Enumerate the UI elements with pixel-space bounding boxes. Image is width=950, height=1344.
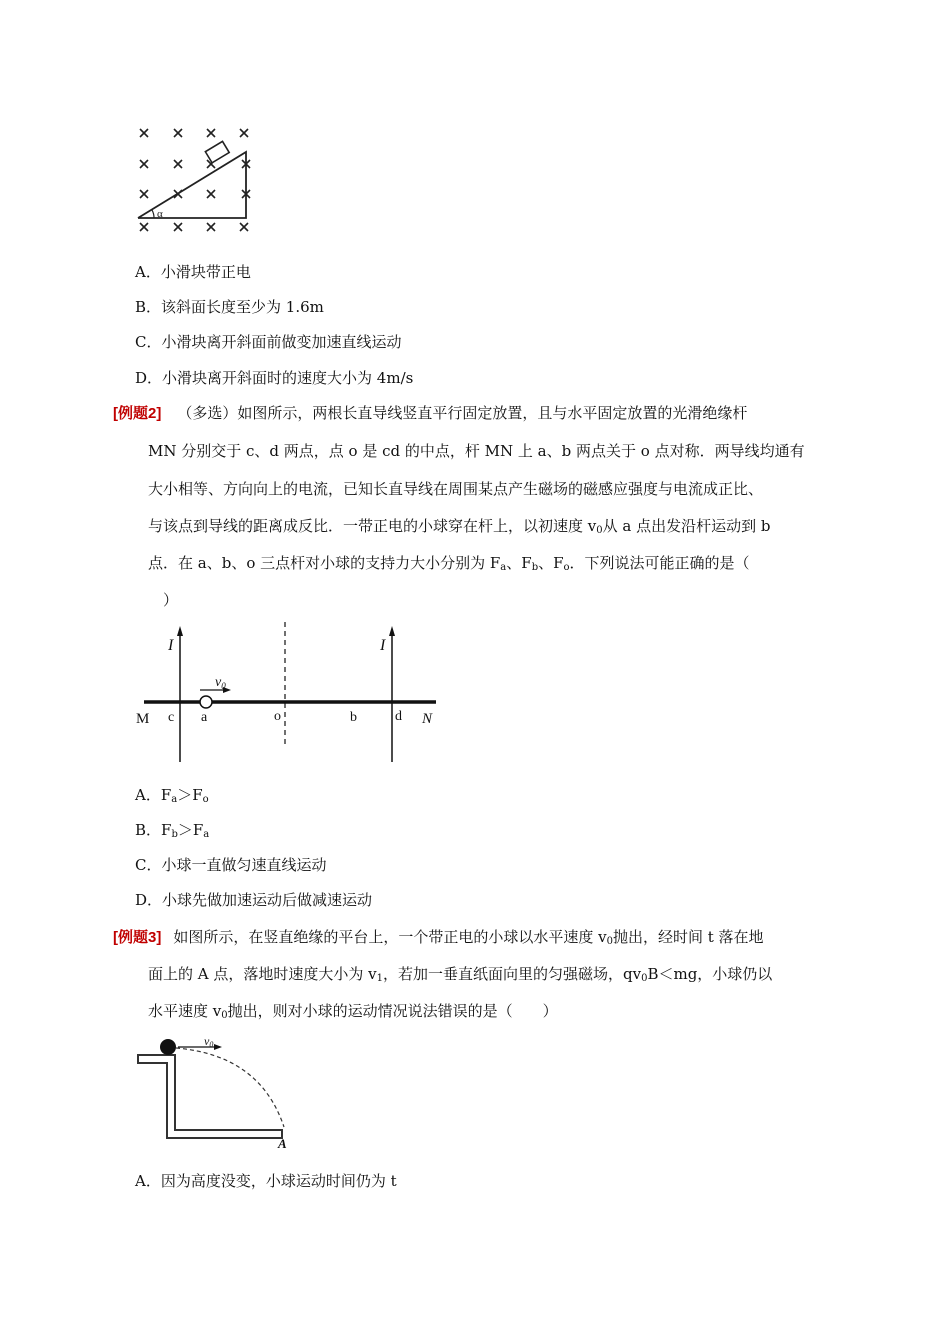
- angle-label: α: [157, 208, 163, 220]
- subscript: b: [171, 829, 178, 840]
- wires-rod-figure: [130, 622, 445, 767]
- question-text: 从 a 点出发沿杆运动到 b: [602, 517, 771, 535]
- example2-line6: [163, 590, 178, 610]
- cross-mark: [140, 190, 148, 198]
- subscript: a: [500, 562, 507, 573]
- cross-mark: [174, 129, 182, 137]
- velocity-label: $v_0$: [215, 675, 226, 691]
- charged-ball: [200, 696, 212, 708]
- platform-projectile-figure: [130, 1035, 295, 1150]
- subscript: o: [202, 794, 209, 805]
- question-text: 、F: [506, 554, 532, 572]
- subscript: 0: [606, 936, 613, 947]
- question-text: （多选）如图所示，两根长直导线竖直平行固定放置，且与水平固定放置的光滑绝缘杆: [177, 404, 748, 422]
- point-label-c: c: [168, 710, 175, 725]
- incline-field-figure: [130, 122, 260, 237]
- example2-line5: [148, 553, 750, 573]
- example3-line1: [113, 927, 764, 948]
- ball: [160, 1039, 176, 1055]
- point-label-o: o: [274, 709, 281, 724]
- point-label-a: a: [201, 710, 208, 725]
- cross-mark: [174, 223, 182, 231]
- point-label-n: N: [422, 711, 433, 727]
- option-text: 该斜面长度至少为 1.6m: [161, 298, 324, 316]
- example3-line3: [148, 1001, 558, 1021]
- question-text: 水平速度 v: [148, 1002, 222, 1020]
- example3-line2: [148, 964, 772, 984]
- arrow-up-icon: [389, 626, 395, 636]
- subscript: 0: [221, 1010, 228, 1021]
- option-text: ＞: [177, 786, 193, 804]
- question-text: B＜mg，小球仍以: [647, 965, 773, 983]
- subscript: 1: [376, 973, 383, 984]
- cross-mark: [174, 160, 182, 168]
- option-a: [135, 262, 251, 282]
- cross-mark: [240, 129, 248, 137]
- question-text: MN 分别交于 c、d 两点，点 o 是 cd 的中点，杆 MN 上 a、b 两点关于 o 点对称．两导线均通有: [148, 442, 805, 460]
- subscript: o: [563, 562, 570, 573]
- option-letter: C．: [135, 856, 162, 874]
- option-text: 小滑块带正电: [160, 263, 251, 281]
- platform: [138, 1055, 282, 1138]
- subscript: b: [531, 562, 539, 573]
- option-d: [135, 368, 413, 388]
- point-label-d: d: [395, 709, 402, 724]
- option-text: 小滑块离开斜面时的速度大小为 4m/s: [162, 369, 414, 387]
- subscript: a: [171, 794, 178, 805]
- example2-tag: [例题2]: [113, 405, 162, 422]
- option-b: [135, 297, 324, 317]
- cross-mark: [207, 223, 215, 231]
- trajectory-dashed: [176, 1048, 284, 1127]
- point-label-a: A: [278, 1136, 287, 1150]
- question-text: ）: [163, 591, 179, 609]
- example2-line1: [113, 403, 747, 424]
- slider-block: [205, 141, 229, 162]
- question-text: 、F: [538, 554, 564, 572]
- example2-line4: [148, 516, 770, 536]
- option-text: ＞: [177, 821, 193, 839]
- point-label-m: M: [136, 711, 150, 727]
- arrow-up-icon: [177, 626, 183, 636]
- question-text: 点．在 a、b、o 三点杆对小球的支持力大小分别为 F: [148, 554, 501, 572]
- question-text: 抛出，经时间 t 落在地: [612, 928, 764, 946]
- question-text: ．下列说法可能正确的是（: [569, 554, 750, 572]
- option-c: [135, 855, 327, 875]
- velocity-label: v0: [204, 1035, 214, 1049]
- subscript: 0: [596, 525, 603, 536]
- option-letter: A．: [135, 786, 161, 804]
- option-a: [135, 1171, 397, 1191]
- cross-mark: [207, 129, 215, 137]
- option-text: 小滑块离开斜面前做变加速直线运动: [161, 333, 402, 351]
- option-letter: C．: [135, 333, 162, 351]
- option-d: [135, 890, 372, 910]
- option-text: F: [160, 786, 172, 804]
- cross-mark: [207, 190, 215, 198]
- option-text: F: [192, 821, 204, 839]
- question-text: 抛出，则对小球的运动情况说法错误的是（ ）: [227, 1002, 558, 1020]
- cross-mark: [140, 160, 148, 168]
- arrow-right-icon: [214, 1044, 222, 1050]
- question-text: 面上的 A 点，落地时速度大小为 v: [148, 965, 377, 983]
- option-text: F: [161, 821, 172, 839]
- current-label-right: I: [380, 637, 386, 654]
- question-text: 如图所示，在竖直绝缘的平台上，一个带正电的小球以水平速度 v: [173, 928, 607, 946]
- incline-triangle: [138, 152, 246, 218]
- option-letter: D．: [135, 369, 163, 387]
- option-text: 因为高度没变，小球运动时间仍为 t: [160, 1172, 397, 1190]
- option-text: 小球先做加速运动后做减速运动: [162, 891, 373, 909]
- option-b: [135, 820, 209, 840]
- example2-line3: [148, 479, 763, 499]
- option-text: F: [192, 786, 203, 804]
- cross-mark: [240, 223, 248, 231]
- option-a: [135, 785, 209, 805]
- option-text: 小球一直做匀速直线运动: [161, 856, 327, 874]
- cross-mark: [140, 129, 148, 137]
- option-letter: D．: [135, 891, 163, 909]
- example2-line2: [148, 441, 805, 461]
- option-letter: B．: [135, 298, 162, 316]
- current-label-left: I: [168, 637, 174, 654]
- option-c: [135, 332, 402, 352]
- subscript: 0: [641, 973, 648, 984]
- option-letter: A．: [135, 263, 161, 281]
- example3-tag: [例题3]: [113, 929, 162, 946]
- cross-mark: [140, 223, 148, 231]
- subscript: a: [203, 829, 210, 840]
- option-letter: B．: [135, 821, 162, 839]
- question-text: ，若加一垂直纸面向里的匀强磁场，qv: [383, 965, 642, 983]
- question-text: 大小相等、方向向上的电流，已知长直导线在周围某点产生磁场的磁感应强度与电流成正比、: [148, 480, 764, 498]
- point-label-b: b: [350, 710, 357, 725]
- option-letter: A．: [135, 1172, 161, 1190]
- question-text: 与该点到导线的距离成反比．一带正电的小球穿在杆上，以初速度 v: [148, 517, 597, 535]
